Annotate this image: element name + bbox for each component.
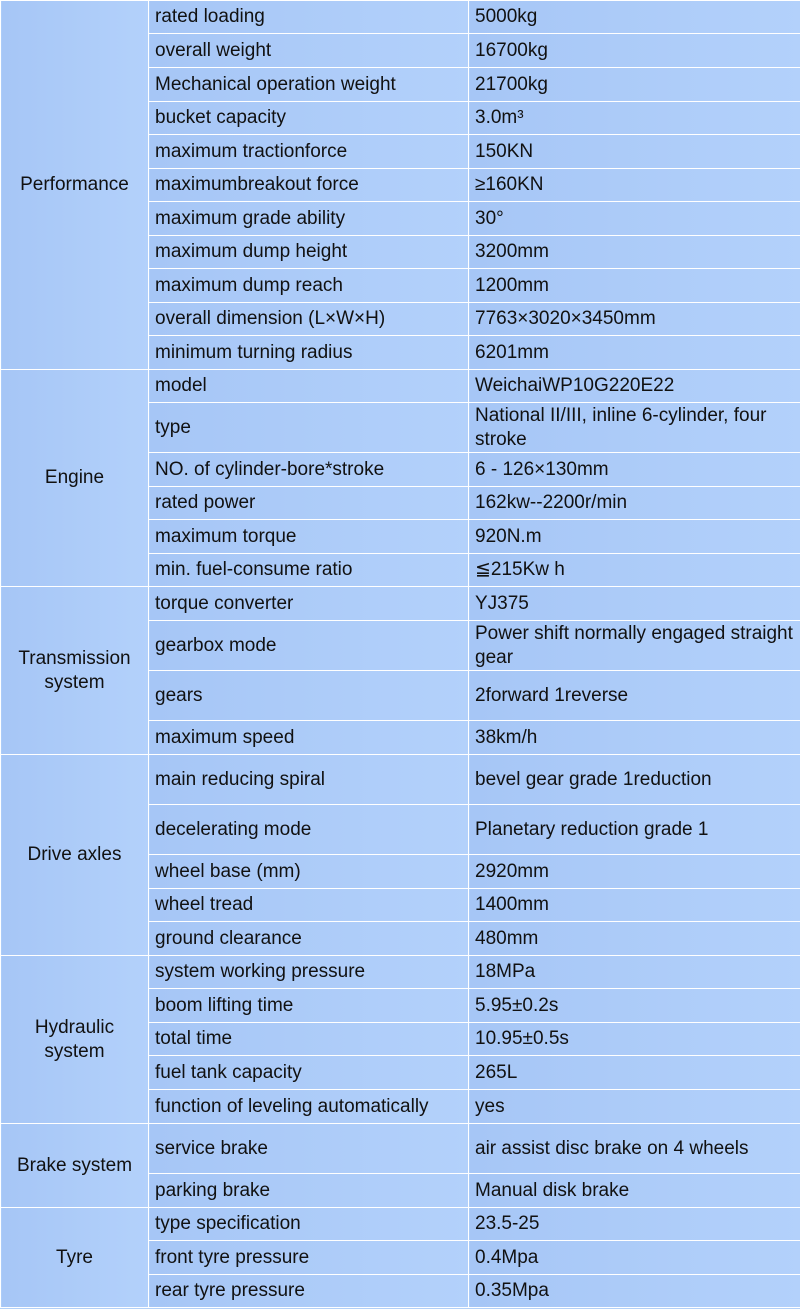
- category-cell: Performance: [1, 1, 149, 370]
- parameter-cell: minimum turning radius: [149, 336, 469, 370]
- parameter-cell: overall dimension (L×W×H): [149, 303, 469, 336]
- parameter-cell: rated power: [149, 487, 469, 520]
- value-cell: 480mm: [469, 922, 800, 956]
- parameter-cell: type specification: [149, 1208, 469, 1241]
- value-cell: Planetary reduction grade 1: [469, 805, 800, 855]
- value-cell: 265L: [469, 1056, 800, 1090]
- spec-row: [1, 370, 800, 403]
- spec-table-body: [1, 1, 800, 1308]
- value-cell: Power shift normally engaged straight gear: [469, 621, 800, 671]
- category-cell: Engine: [1, 370, 149, 587]
- value-cell: 30°: [469, 202, 800, 236]
- parameter-cell: parking brake: [149, 1174, 469, 1208]
- parameter-cell: maximum dump reach: [149, 269, 469, 303]
- value-cell: 0.35Mpa: [469, 1275, 800, 1308]
- parameter-cell: total time: [149, 1023, 469, 1056]
- value-cell: 150KN: [469, 135, 800, 169]
- value-cell: 38km/h: [469, 721, 800, 755]
- parameter-cell: wheel base (mm): [149, 855, 469, 889]
- spec-row: [1, 1208, 800, 1241]
- value-cell: 2forward 1reverse: [469, 671, 800, 721]
- spec-row: [1, 755, 800, 805]
- parameter-cell: function of leveling automatically: [149, 1090, 469, 1124]
- parameter-cell: maximum tractionforce: [149, 135, 469, 169]
- parameter-cell: decelerating mode: [149, 805, 469, 855]
- parameter-cell: boom lifting time: [149, 989, 469, 1023]
- value-cell: 23.5-25: [469, 1208, 800, 1241]
- value-cell: ≥160KN: [469, 169, 800, 202]
- value-cell: 18MPa: [469, 956, 800, 989]
- value-cell: 3200mm: [469, 236, 800, 269]
- value-cell: 162kw--2200r/min: [469, 487, 800, 520]
- value-cell: bevel gear grade 1reduction: [469, 755, 800, 805]
- parameter-cell: type: [149, 403, 469, 453]
- value-cell: 5000kg: [469, 1, 800, 34]
- parameter-cell: gears: [149, 671, 469, 721]
- parameter-cell: rear tyre pressure: [149, 1275, 469, 1308]
- parameter-cell: min. fuel-consume ratio: [149, 554, 469, 587]
- parameter-cell: main reducing spiral: [149, 755, 469, 805]
- parameter-cell: NO. of cylinder-bore*stroke: [149, 453, 469, 487]
- value-cell: 10.95±0.5s: [469, 1023, 800, 1056]
- parameter-cell: ground clearance: [149, 922, 469, 956]
- value-cell: 5.95±0.2s: [469, 989, 800, 1023]
- parameter-cell: model: [149, 370, 469, 403]
- category-cell: Transmission system: [1, 587, 149, 755]
- value-cell: 6 - 126×130mm: [469, 453, 800, 487]
- parameter-cell: overall weight: [149, 34, 469, 68]
- parameter-cell: torque converter: [149, 587, 469, 621]
- value-cell: 21700kg: [469, 68, 800, 102]
- value-cell: 1200mm: [469, 269, 800, 303]
- category-cell: Drive axles: [1, 755, 149, 956]
- parameter-cell: wheel tread: [149, 889, 469, 922]
- parameter-cell: maximum dump height: [149, 236, 469, 269]
- parameter-cell: rated loading: [149, 1, 469, 34]
- value-cell: WeichaiWP10G220E22: [469, 370, 800, 403]
- value-cell: 7763×3020×3450mm: [469, 303, 800, 336]
- value-cell: 6201mm: [469, 336, 800, 370]
- parameter-cell: fuel tank capacity: [149, 1056, 469, 1090]
- parameter-cell: maximumbreakout force: [149, 169, 469, 202]
- parameter-cell: bucket capacity: [149, 102, 469, 135]
- value-cell: 3.0m³: [469, 102, 800, 135]
- value-cell: air assist disc brake on 4 wheels: [469, 1124, 800, 1174]
- spec-row: [1, 956, 800, 989]
- parameter-cell: maximum torque: [149, 520, 469, 554]
- value-cell: YJ375: [469, 587, 800, 621]
- value-cell: yes: [469, 1090, 800, 1124]
- value-cell: Manual disk brake: [469, 1174, 800, 1208]
- parameter-cell: maximum speed: [149, 721, 469, 755]
- value-cell: 2920mm: [469, 855, 800, 889]
- value-cell: 920N.m: [469, 520, 800, 554]
- category-cell: Tyre: [1, 1208, 149, 1308]
- category-cell: Hydraulic system: [1, 956, 149, 1124]
- parameter-cell: system working pressure: [149, 956, 469, 989]
- value-cell: 0.4Mpa: [469, 1241, 800, 1275]
- parameter-cell: Mechanical operation weight: [149, 68, 469, 102]
- parameter-cell: front tyre pressure: [149, 1241, 469, 1275]
- parameter-cell: gearbox mode: [149, 621, 469, 671]
- value-cell: National II/III, inline 6-cylinder, four stroke: [469, 403, 800, 453]
- value-cell: ≦215Kw h: [469, 554, 800, 587]
- spec-row: [1, 1, 800, 34]
- spec-row: [1, 1124, 800, 1174]
- parameter-cell: maximum grade ability: [149, 202, 469, 236]
- value-cell: 16700kg: [469, 34, 800, 68]
- category-cell: Brake system: [1, 1124, 149, 1208]
- value-cell: 1400mm: [469, 889, 800, 922]
- parameter-cell: service brake: [149, 1124, 469, 1174]
- spec-row: [1, 587, 800, 621]
